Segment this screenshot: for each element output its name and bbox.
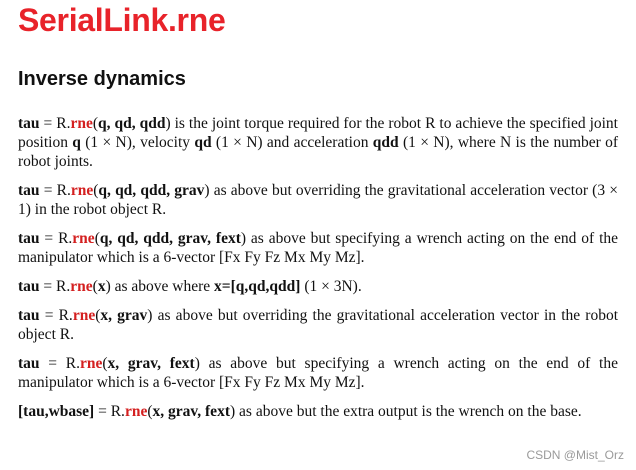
paragraph-2: tau = R.rne(q, qd, qdd, grav) as above but overriding the gravitational acceleration vector (3 × 1) in the robot object R. [18, 182, 618, 218]
function-name: rne [79, 355, 103, 372]
paragraph-4: tau = R.rne(x) as above where x=[q,qd,qdd] (1 × 3N). [18, 278, 362, 295]
function-name: rne [72, 307, 96, 324]
paragraph-7: [tau,wbase] = R.rne(x, grav, fext) as above but the extra output is the wrench on the base. [18, 403, 582, 420]
section-heading: Inverse dynamics [18, 68, 186, 90]
function-name: rne [72, 230, 95, 247]
function-name: rne [70, 278, 93, 295]
paragraph-5: tau = R.rne(x, grav) as above but overriding the gravitational acceleration vector in the robot object R. [18, 307, 618, 343]
watermark: CSDN @Mist_Orz [526, 448, 624, 462]
document-body [18, 114, 618, 431]
paragraph-1: tau = R.rne(q, qd, qdd) is the joint torque required for the robot R to achieve the specified joint position q (1 × N), velocity qd (1 × N) and acceleration qdd (1 × N), where N is the number of robot joints. [18, 115, 619, 170]
page-title: SerialLink.rne [18, 2, 226, 38]
paragraph-6: tau = R.rne(x, grav, fext) as above but specifying a wrench acting on the end of the manipulator which is a 6-vector [Fx Fy Fz Mx My Mz]. [18, 355, 618, 391]
function-name: rne [70, 115, 93, 132]
paragraph-3: tau = R.rne(q, qd, qdd, grav, fext) as above but specifying a wrench acting on the end of the manipulator which is a 6-vector [Fx Fy Fz Mx My Mz]. [18, 230, 618, 266]
function-name: rne [70, 182, 94, 199]
function-name: rne [124, 403, 148, 420]
